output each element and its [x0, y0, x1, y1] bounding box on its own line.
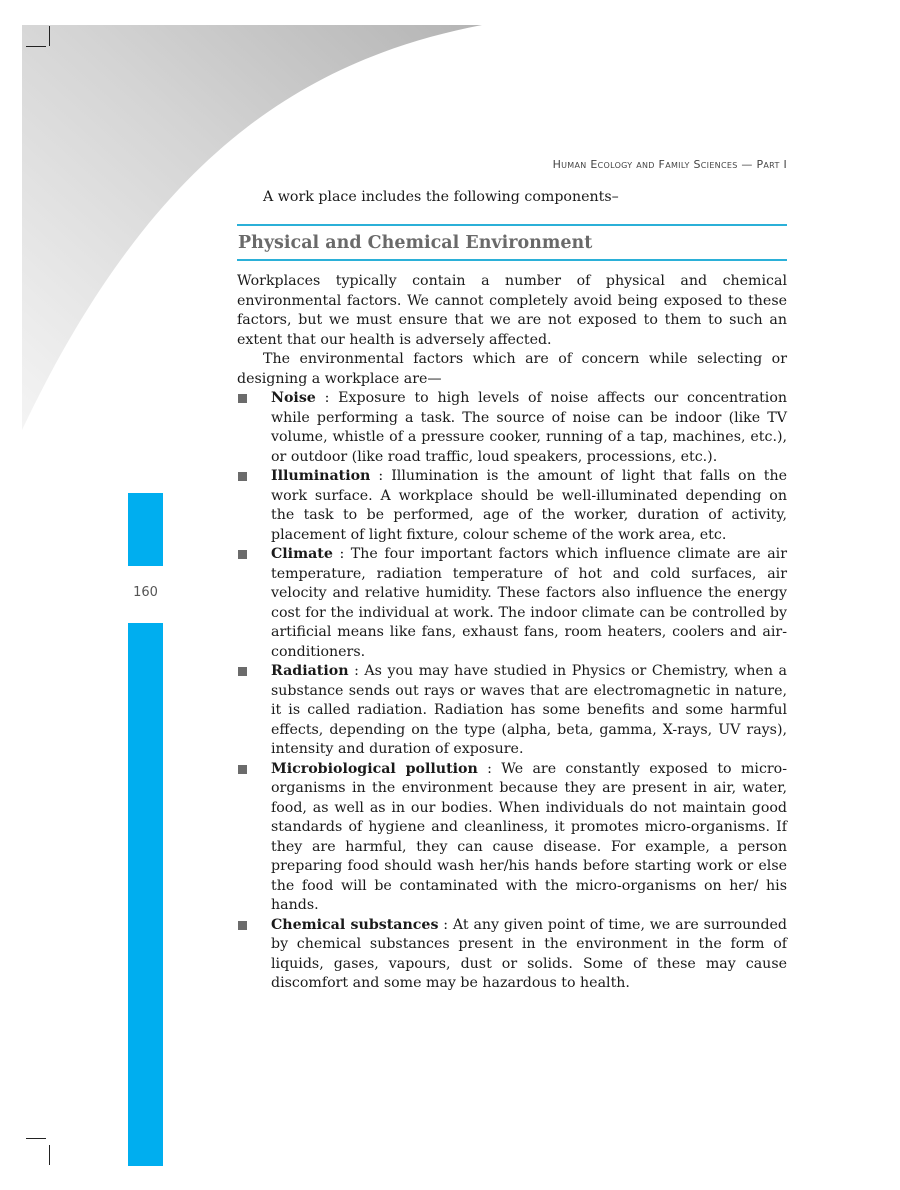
factor-term: Microbiological pollution — [271, 760, 478, 777]
factor-description: : The four important factors which influence climate are air temperature, radiation temperature of hot and cold surfaces, air velocity and relative humidity. These factors also influence the energy cost for the individual at work. The indoor climate can be controlled by artificial means like fans, exhaust fans, room heaters, coolers and air-conditioners. — [271, 546, 787, 660]
factor-item-microbiological-pollution — [237, 760, 787, 916]
factor-term: Noise — [271, 390, 316, 406]
crop-mark-top-horizontal — [26, 46, 46, 47]
body-paragraph: Workplaces typically contain a number of physical and chemical environmental factors. We cannot completely avoid being exposed to these factors, but we must ensure that we are not exposed to them to such an extent that our health is adversely affected. — [237, 273, 787, 348]
square-bullet-icon — [238, 472, 247, 481]
section-rule-top — [237, 224, 787, 226]
factor-description: : We are constantly exposed to micro-organisms in the environment because they are present in air, water, food, as well as in our bodies. When individuals do not maintain good standards of hygiene and cleanliness, it promotes micro-organisms. If they are harmful, they can cause disease. For example, a person preparing food should wash her/his hands before starting work or else the food will be contaminated with the micro-organisms on her/ his hands. — [271, 760, 788, 913]
factor-term: Illumination — [271, 468, 371, 484]
factor-description: : At any given point of time, we are surrounded by chemical substances present in the environment in the form of liquids, gases, vapours, dust or solids. Some of these may cause discomfort and some may be hazardous to health. — [271, 916, 787, 991]
crop-mark-top-vertical — [49, 26, 50, 46]
factor-list — [237, 389, 787, 994]
side-accent-bar-top — [128, 493, 163, 566]
crop-mark-bottom-vertical — [49, 1145, 50, 1165]
square-bullet-icon — [238, 394, 247, 403]
factor-item-noise — [237, 389, 787, 467]
factor-description: : Exposure to high levels of noise affects our concentration while performing a task. The source of noise can be indoor (like TV volume, whistle of a pressure cooker, running of a tap, machines, etc.), or outdoor (like road traffic, loud speakers, processions, etc.). — [271, 390, 787, 465]
side-accent-bar-bottom — [128, 623, 163, 1166]
factor-item-climate — [237, 545, 787, 662]
square-bullet-icon — [238, 921, 247, 930]
factor-description: : Illumination is the amount of light that falls on the work surface. A workplace should be well-illuminated depending on the task to be performed, age of the worker, duration of activity, placement of light fixture, colour scheme of the work area, etc. — [271, 468, 787, 543]
factor-term: Climate — [271, 546, 333, 562]
page-number: 160 — [133, 585, 158, 600]
crop-mark-bottom-horizontal — [26, 1138, 46, 1139]
square-bullet-icon — [238, 667, 247, 676]
factor-term: Radiation — [271, 663, 349, 679]
square-bullet-icon — [238, 550, 247, 559]
factor-item-illumination — [237, 467, 787, 545]
factor-term: Chemical substances — [271, 916, 439, 933]
body-paragraph: The environmental factors which are of concern while selecting or designing a workplace are— — [237, 351, 787, 387]
running-header: Human Ecology and Family Sciences — Part I — [552, 158, 787, 171]
factor-item-chemical-substances — [237, 916, 787, 994]
section-rule-bottom — [237, 259, 787, 261]
factor-item-radiation — [237, 662, 787, 760]
factor-description: : As you may have studied in Physics or Chemistry, when a substance sends out rays or waves that are electromagnetic in nature, it is called radiation. Radiation has some benefits and some harmful effects, depending on the type (alpha, beta, gamma, X-rays, UV rays), intensity and duration of exposure. — [271, 663, 787, 757]
square-bullet-icon — [238, 765, 247, 774]
body-content — [237, 272, 787, 994]
intro-line: A work place includes the following components– — [263, 189, 619, 205]
section-title: Physical and Chemical Environment — [238, 233, 593, 253]
